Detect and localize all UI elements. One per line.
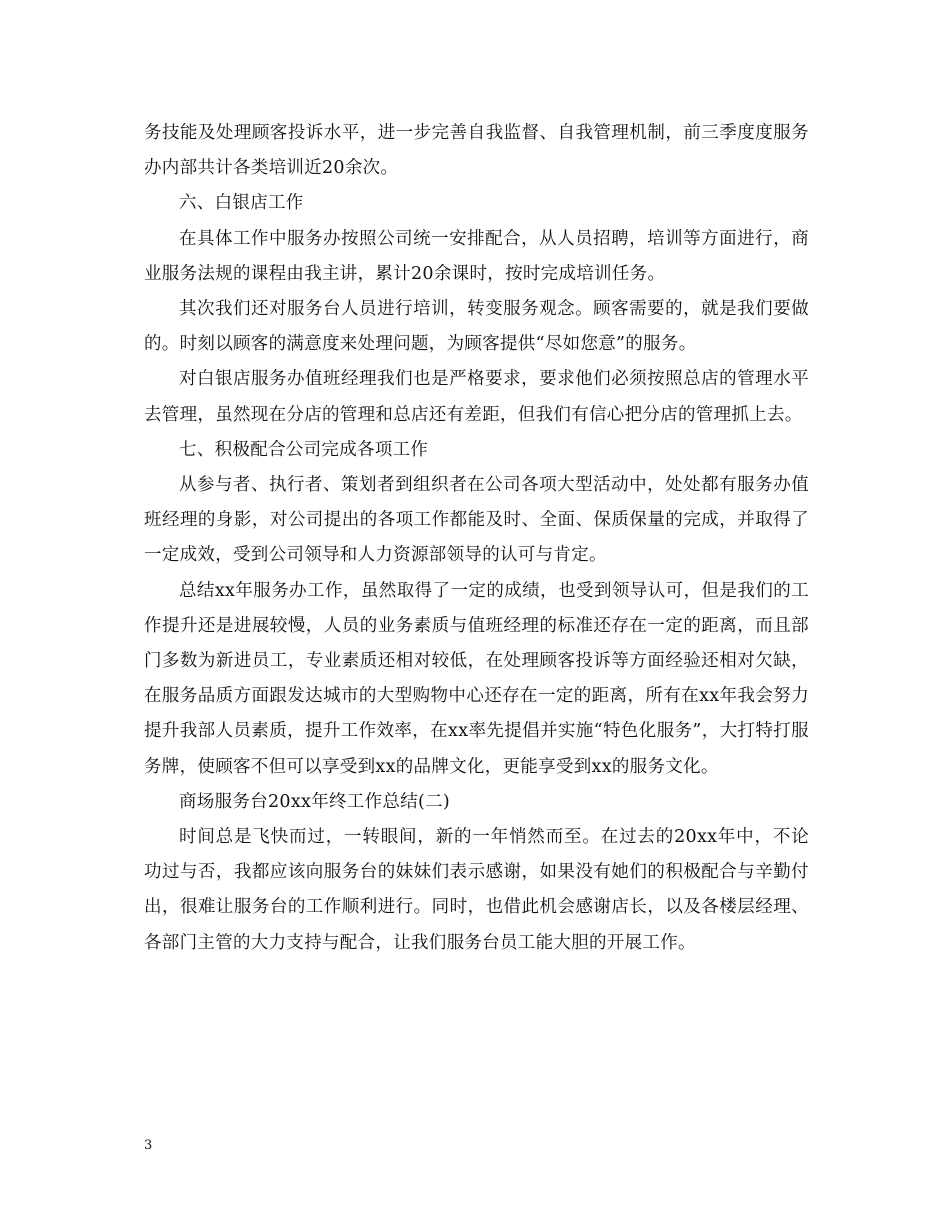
- document-subtitle: 商场服务台20xx年终工作总结(二): [179, 791, 451, 812]
- paragraph-continuation: 务技能及处理顾客投诉水平，进一步完善自我监督、自我管理机制，前三季度度服务办内部共计各类培训近20余次。: [144, 123, 809, 179]
- paragraph: 时间总是飞快而过，一转眼间，新的一年悄然而至。在过去的20xx年中，不论功过与否，我都应该向服务台的妹妹们表示感谢，如果没有她们的积极配合与辛勤付出，很难让服务台的工作顺利进行。同时，也借此机会感谢店长，以及各楼层经理、各部门主管的大力支持与配合，让我们服务台员工能大胆的开展工作。: [144, 827, 809, 953]
- paragraph: 对白银店服务办值班经理我们也是严格要求，要求他们必须按照总店的管理水平去管理，虽然现在分店的管理和总店还有差距，但我们有信心把分店的管理抓上去。: [144, 369, 809, 425]
- document-body: [144, 116, 809, 961]
- page-number: 3: [144, 1138, 153, 1153]
- paragraph: 总结xx年服务办工作，虽然取得了一定的成绩，也受到领导认可，但是我们的工作提升还是进展较慢，人员的业务素质与值班经理的标准还存在一定的距离，而且部门多数为新进员工，专业素质还相对较低，在处理顾客投诉等方面经验还相对欠缺，在服务品质方面跟发达城市的大型购物中心还存在一定的距离，所有在xx年我会努力提升我部人员素质，提升工作效率，在xx率先提倡并实施“特色化服务”，大打特打服务牌，使顾客不但可以享受到xx的品牌文化，更能享受到xx的服务文化。: [144, 580, 809, 777]
- section-heading-seven: 七、积极配合公司完成各项工作: [179, 439, 429, 460]
- paragraph: 其次我们还对服务台人员进行培训，转变服务观念。顾客需要的，就是我们要做的。时刻以顾客的满意度来处理问题，为顾客提供“尽如您意”的服务。: [144, 299, 809, 355]
- paragraph: 从参与者、执行者、策划者到组织者在公司各项大型活动中，处处都有服务办值班经理的身影，对公司提出的各项工作都能及时、全面、保质保量的完成，并取得了一定成效，受到公司领导和人力资源部领导的认可与肯定。: [144, 475, 809, 566]
- paragraph: 在具体工作中服务办按照公司统一安排配合，从人员招聘，培训等方面进行，商业服务法规的课程由我主讲，累计20余课时，按时完成培训任务。: [144, 228, 809, 284]
- section-heading-six: 六、白银店工作: [179, 193, 304, 214]
